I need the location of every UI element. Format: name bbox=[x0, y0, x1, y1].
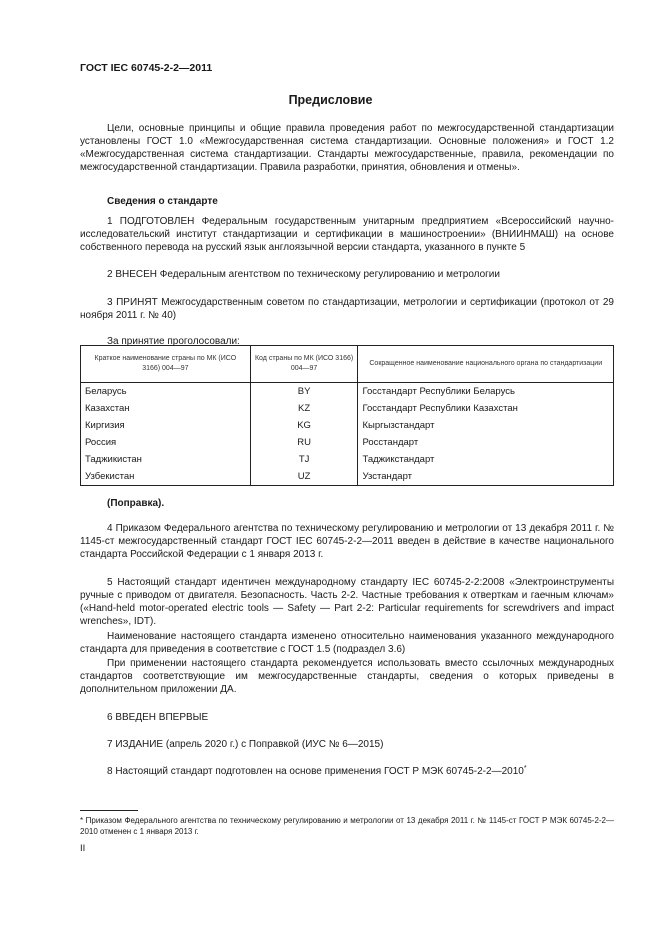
code-cell: UZ bbox=[250, 468, 358, 486]
section-heading: Сведения о стандарте bbox=[107, 196, 218, 207]
footnote-separator bbox=[80, 810, 138, 811]
paragraph-5: 5 Настоящий стандарт идентичен международному стандарту IEC 60745-2-2:2008 «Электроинструменты ручные с приводом от двигателя. Безопасность. Часть 2-2. Частные требования к отверткам и гаечным ключам» («Hand-held motor-operated electric tools — Safety — Part 2-2: Particular requirements for screwdrivers and impact wrenches», IDT). bbox=[80, 577, 614, 627]
code-cell: TJ bbox=[250, 451, 358, 468]
table-row bbox=[81, 451, 614, 468]
body-cell: Узстандарт bbox=[358, 468, 614, 486]
paragraph-6: 6 ВВЕДЕН ВПЕРВЫЕ bbox=[107, 712, 209, 723]
paragraph-5-application: При применении настоящего стандарта рекомендуется использовать вместо ссылочных международных стандартов соответствующие им межгосударственные стандарты, сведения о которых приведены в дополнительном приложении ДА. bbox=[80, 658, 614, 695]
paragraph-8 bbox=[80, 765, 614, 778]
page-title: Предисловие bbox=[288, 93, 373, 107]
country-cell: Киргизия bbox=[81, 417, 251, 434]
header-body: Сокращенное наименование национального органа по стандартизации bbox=[358, 346, 614, 383]
voting-table bbox=[80, 345, 614, 486]
amendment-note: (Поправка). bbox=[107, 498, 165, 509]
paragraph-3: 3 ПРИНЯТ Межгосударственным советом по стандартизации, метрологии и сертификации (протокол от 29 ноября 2011 г. № 40) bbox=[80, 297, 614, 321]
country-cell: Россия bbox=[81, 434, 251, 451]
page-number: II bbox=[80, 843, 86, 854]
intro-paragraph: Цели, основные принципы и общие правила проведения работ по межгосударственной стандартизации установлены ГОСТ 1.0 «Межгосударственная система стандартизации. Основные положения» и ГОСТ 1.2 «Межгосударственная система стандартизации. Стандарты межгосударственные, правила, рекомендации по межгосударственной стандартизации. Правила разработки, принятия, обновления и отмены». bbox=[80, 123, 614, 173]
code-cell: KG bbox=[250, 417, 358, 434]
footnote-marker: * bbox=[523, 765, 527, 772]
paragraph-4: 4 Приказом Федерального агентства по техническому регулированию и метрологии от 13 декабря 2011 г. № 1145-ст межгосударственный стандарт ГОСТ IEC 60745-2-2—2011 введен в действие в качестве национального стандарта Российской Федерации с 1 января 2013 г. bbox=[80, 523, 614, 560]
vote-label: За принятие проголосовали: bbox=[107, 336, 240, 347]
header-code: Код страны по МК (ИСО 3166) 004—97 bbox=[250, 346, 358, 383]
body-cell: Таджикстандарт bbox=[358, 451, 614, 468]
body-cell: Кыргызстандарт bbox=[358, 417, 614, 434]
code-cell: KZ bbox=[250, 400, 358, 417]
country-cell: Казахстан bbox=[81, 400, 251, 417]
paragraph-1: 1 ПОДГОТОВЛЕН Федеральным государственным унитарным предприятием «Всероссийский научно-исследовательский институт стандартизации и сертификации в машиностроении» (ВНИИНМАШ) на основе собственного перевода на русский язык англоязычной версии стандарта, указанного в пункте 5 bbox=[80, 216, 614, 253]
table-row bbox=[81, 417, 614, 434]
body-cell: Госстандарт Республики Казахстан bbox=[358, 400, 614, 417]
country-cell: Таджикистан bbox=[81, 451, 251, 468]
country-cell: Узбекистан bbox=[81, 468, 251, 486]
body-cell: Росстандарт bbox=[358, 434, 614, 451]
paragraph-8-text: 8 Настоящий стандарт подготовлен на основе применения ГОСТ Р МЭК 60745-2-2—2010 bbox=[107, 766, 524, 777]
footnote: * Приказом Федерального агентства по техническому регулированию и метрологии от 13 декабря 2011 г. № 1145-ст ГОСТ Р МЭК 60745-2-2—2010 отменен с 1 января 2013 г. bbox=[80, 816, 614, 836]
code-cell: RU bbox=[250, 434, 358, 451]
paragraph-7: 7 ИЗДАНИЕ (апрель 2020 г.) с Поправкой (ИУС № 6—2015) bbox=[107, 739, 384, 750]
paragraph-2: 2 ВНЕСЕН Федеральным агентством по техническому регулированию и метрологии bbox=[107, 269, 500, 280]
table-header-row bbox=[81, 346, 614, 383]
country-cell: Беларусь bbox=[81, 383, 251, 401]
table-row bbox=[81, 400, 614, 417]
document-header: ГОСТ IEC 60745-2-2—2011 bbox=[80, 62, 213, 74]
paragraph-5-naming: Наименование настоящего стандарта изменено относительно наименования указанного международного стандарта для приведения в соответствие с ГОСТ 1.5 (подраздел 3.6) bbox=[80, 631, 614, 655]
table-row bbox=[81, 434, 614, 451]
table-row bbox=[81, 383, 614, 401]
code-cell: BY bbox=[250, 383, 358, 401]
body-cell: Госстандарт Республики Беларусь bbox=[358, 383, 614, 401]
header-country: Краткое наименование страны по МК (ИСО 3166) 004—97 bbox=[81, 346, 251, 383]
table-row bbox=[81, 468, 614, 486]
